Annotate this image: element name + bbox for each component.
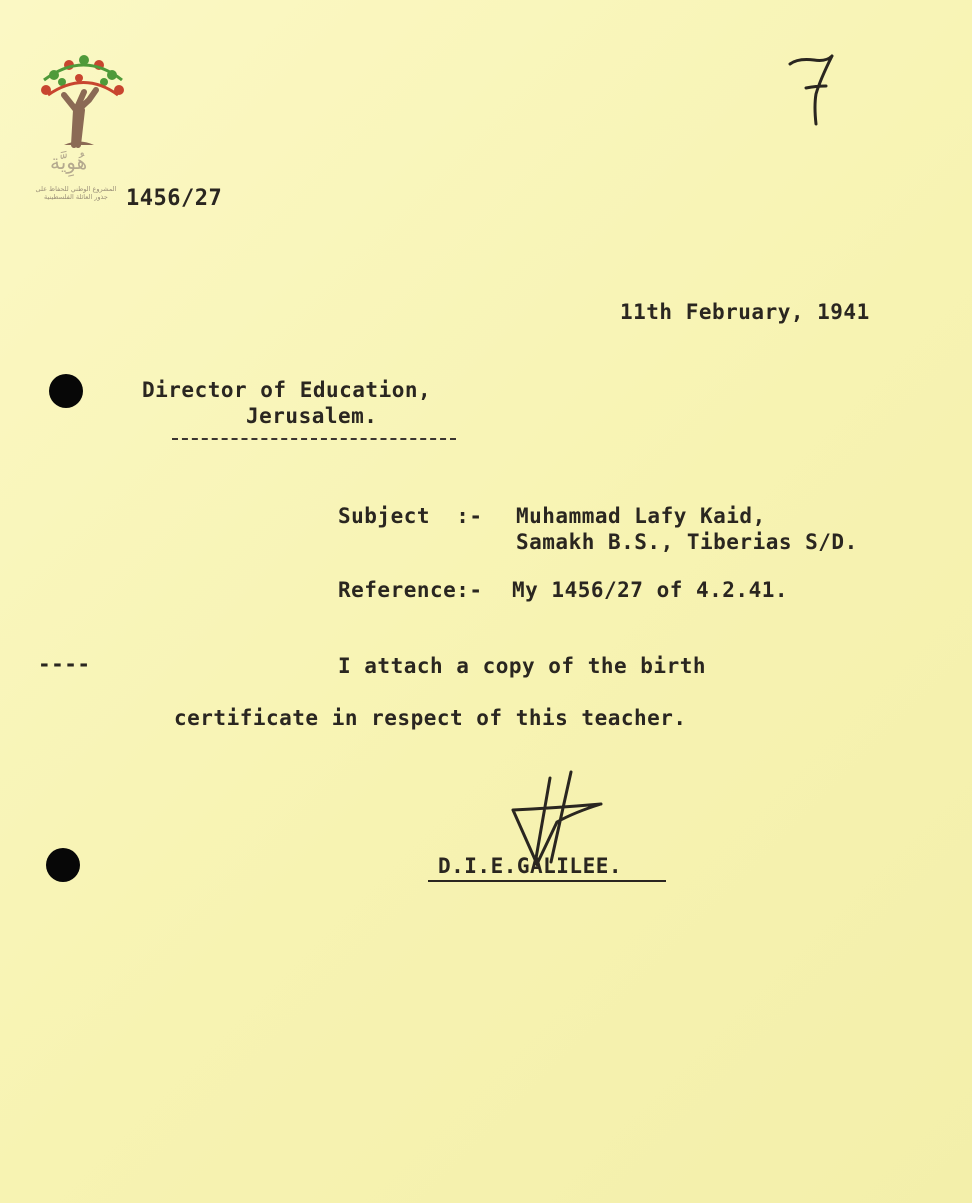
handwritten-folio-number [786,50,846,130]
addressee-line-2: Jerusalem. [246,404,378,428]
subject-line-1: Muhammad Lafy Kaid, [516,504,766,528]
letter-date: 11th February, 1941 [620,300,870,324]
logo-arabic-caption: المشروع الوطني للحفاظ على جذور العائلة الفلسطينية [35,185,117,202]
file-reference: 1456/27 [126,186,223,211]
body-line-1: I attach a copy of the birth [338,654,707,678]
addressee-divider [172,438,456,440]
reference-value: My 1456/27 of 4.2.41. [512,578,789,602]
margin-dash: ---- [38,652,91,676]
logo-arabic-word: هُوِيَّة [50,150,88,174]
addressee-line-1: Director of Education, [142,378,432,402]
signature-block: D.I.E.GALILEE. [438,854,623,878]
signature-underline [428,880,666,882]
tree-logo-icon [34,50,124,150]
subject-line-2: Samakh B.S., Tiberias S/D. [516,530,858,554]
reference-label: Reference:- [338,578,483,602]
subject-label: Subject :- [338,504,483,528]
body-line-2: certificate in respect of this teacher. [174,706,687,730]
punch-hole-top [49,374,83,408]
punch-hole-bottom [46,848,80,882]
